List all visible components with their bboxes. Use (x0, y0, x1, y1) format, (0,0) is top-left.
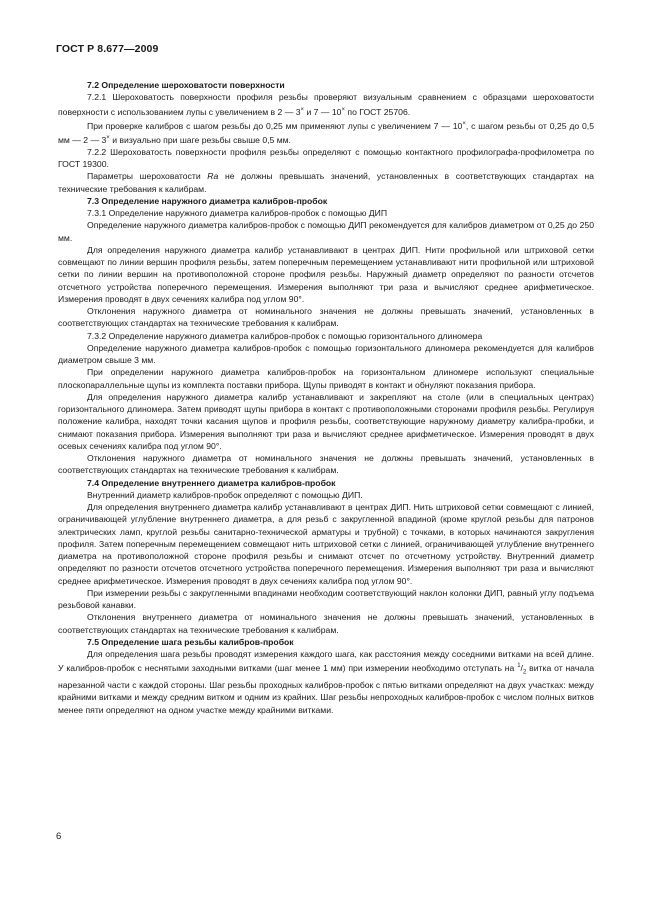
paragraph: Отклонения внутреннего диаметра от номинального значения не должны превышать значений, установленных в соответствующих стандартах на технические требования к калибрам. (58, 612, 594, 635)
paragraph: Для определения шага резьбы проводят измерения каждого шага, как расстояния между соседними витками на всей длине. У калибров-пробок с неснятыми заходными витками (шаг менее 1 мм) при измерении необходимо отступать на $^1/_2$ витка от начала нарезанной части с каждой стороны. Шаг резьбы проходных калибров-пробок с пятью витками определяют на двух участках: между крайними витками и между средним витком и одним из крайних. Шаг резьбы непроходных калибров-пробок с числом полных витков менее пяти определяют на одном участке между крайними витками. (58, 649, 594, 715)
paragraph: 7.3.1 Определение наружного диаметра калибров-пробок с помощью ДИП (87, 208, 388, 219)
paragraph: Параметры шероховатости Ra не должны превышать значений, установленных в соответствующих стандартах на технические требования к калибрам. (58, 171, 594, 194)
paragraph: Внутренний диаметр калибров-пробок определяют с помощью ДИП. (87, 489, 363, 500)
paragraph: Отклонения наружного диаметра от номинального значения не должны превышать значений, установленных в соответствующих стандартах на технические требования к калибрам. (58, 306, 594, 329)
paragraph: Определение наружного диаметра калибров-пробок с помощью ДИП рекомендуется для калибров диаметром от 0,25 до 250 мм. (58, 220, 594, 243)
paragraph: При проверке калибров с шагом резьбы до 0,25 мм применяют лупы с увеличением 7 — 10×, с шагом резьбы от 0,25 до 0,5 мм — 2 — 3× и визуально при шаге резьбы свыше 0,5 мм. (58, 120, 594, 145)
paragraph: 7.2.2 Шероховатость поверхности профиля резьбы определяют с помощью контактного профилографа-профилометра по ГОСТ 19300. (58, 146, 594, 170)
section-heading: 7.4 Определение внутреннего диаметра калибров-пробок (87, 477, 336, 488)
page-number: 6 (56, 831, 62, 842)
paragraph: Отклонения наружного диаметра от номинального значения не должны превышать значений, установленных в соответствующих стандартах на технические требования к калибрам. (58, 453, 594, 476)
paragraph: Для определения внутреннего диаметра калибр устанавливают в центрах ДИП. Нить штриховой сетки совмещают с линией, ограничивающей углубление внутреннего диаметра, а для резьб с закругленной впадиной (кроме круглой резьбы для патронов электрических ламп, круглой резьбы санитарно-технической арматуры и трубной) с точками, в которых начинаются закругления профиля. Затем поперечным перемещением совмещают нить штриховой сетки с линией, ограничивающей углубление внутреннего диаметра на противоположной стороне профиля резьбы и снимают отсчет по отсчетному устройству. Внутренний диаметр определяют по разности отсчетов отсчетного устройства поперечного перемещения. Измерения выполняют три раза и вычисляют среднее арифметическое. Измерения проводят в двух сечениях калибра под углом 90°. (58, 502, 594, 586)
paragraph: При измерении резьбы с закругленными впадинами необходим соответствующий наклон колонки ДИП, равный углу подъема резьбовой канавки. (58, 587, 594, 611)
paragraph: Для определения наружного диаметра калибр устанавливают в центрах ДИП. Нити профильной или штриховой сетки совмещают по линии вершин профиля резьбы, затем поперечным перемещением устанавливают нити профильной или штриховой сетки по линии вершин на противоположной стороне профиля резьбы. Наружный диаметр определяют по разности отсчетов отсчетного устройства поперечного перемещения. Измерения выполняют три раза и вычисляют среднее арифметическое. Измерения проводят в двух сечениях калибра под углом 90°. (58, 244, 594, 304)
paragraph: 7.2.1 Шероховатость поверхности профиля резьбы проверяют визуальным сравнением с образцами шероховатости поверхности с использованием лупы с увеличением в 2 — 3× и 7 — 10× по ГОСТ 25706. (58, 92, 594, 117)
document-body (58, 79, 594, 716)
document-header: ГОСТ Р 8.677—2009 (56, 43, 159, 55)
section-heading: 7.5 Определение шага резьбы калибров-пробок (87, 636, 294, 647)
paragraph: При определении наружного диаметра калибров-пробок на горизонтальном длиномере используют специальные плоскопараллельные щупы из комплекта поставки прибора. Щупы приводят в контакт и обнуляют показания прибора. (58, 367, 594, 390)
paragraph: 7.3.2 Определение наружного диаметра калибров-пробок с помощью горизонтального длиномера (87, 330, 483, 341)
section-heading: 7.3 Определение наружного диаметра калибров-пробок (87, 195, 328, 206)
section-heading: 7.2 Определение шероховатости поверхности (87, 80, 285, 90)
paragraph: Для определения наружного диаметра калибр устанавливают и закрепляют на столе (или в специальных центрах) горизонтального длиномера. Затем приводят щупы прибора в контакт с противоположными сторонами профиля резьбы. Регулируя положение калибра, находят точки касания щупов и профиля резьбы, соответствующие наружному диаметру калибра-пробки, и снимают показания прибора. Измерения выполняют три раза и вычисляют среднее арифметическое. Измерения проводят в двух осевых сечениях калибра под углом 90°. (58, 391, 594, 451)
paragraph: Определение наружного диаметра калибров-пробок с помощью горизонтального длиномера рекомендуется для калибров диаметром свыше 3 мм. (58, 342, 594, 366)
